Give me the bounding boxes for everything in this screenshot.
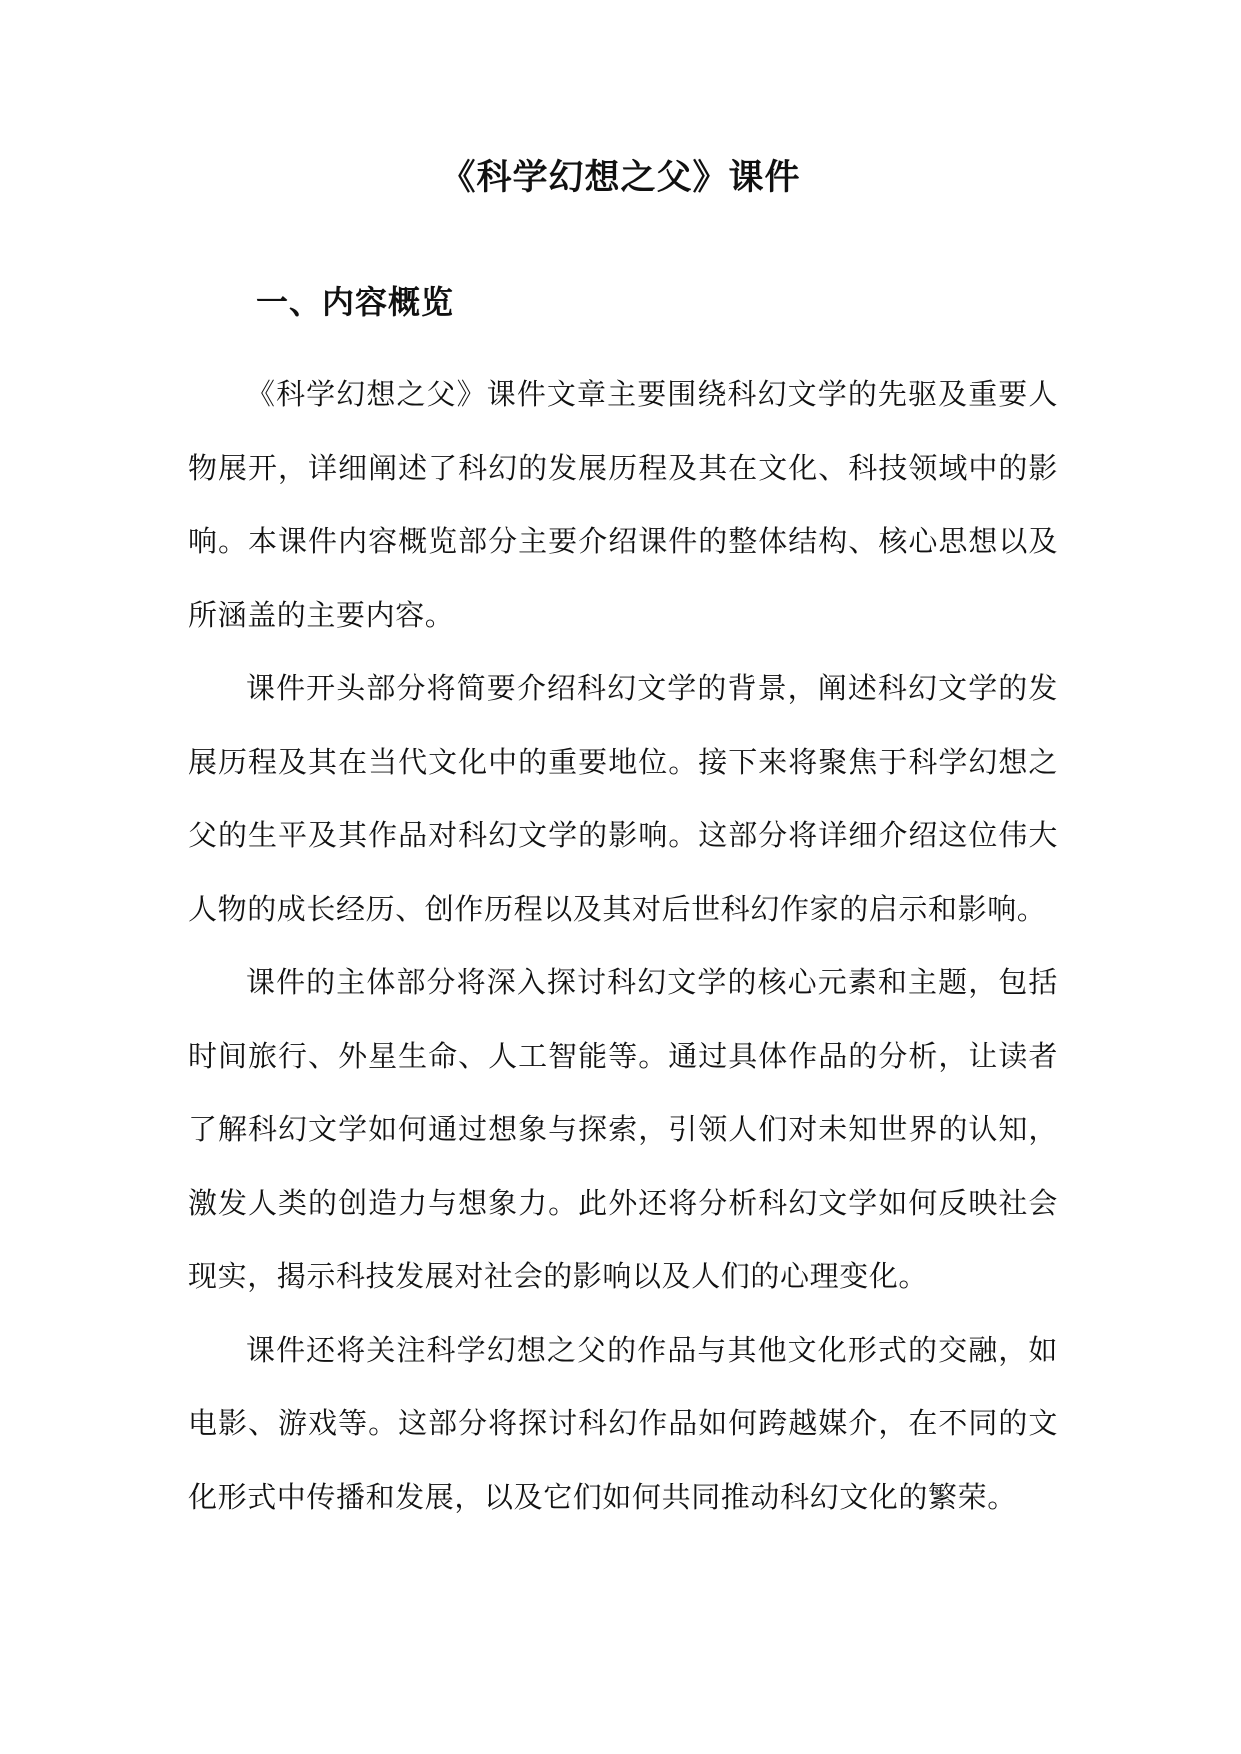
paragraph-2: 课件开头部分将简要介绍科幻文学的背景，阐述科幻文学的发展历程及其在当代文化中的重要地位。接下来将聚焦于科学幻想之父的生平及其作品对科幻文学的影响。这部分将详细介绍这位伟大人物的成长经历、创作历程以及其对后世科幻作家的启示和影响。 — [188, 671, 1058, 926]
paragraph-3: 课件的主体部分将深入探讨科幻文学的核心元素和主题，包括时间旅行、外星生命、人工智能等。通过具体作品的分析，让读者了解科幻文学如何通过想象与探索，引领人们对未知世界的认知，激发人类的创造力与想象力。此外还将分析科幻文学如何反映社会现实，揭示科技发展对社会的影响以及人们的心理变化。 — [188, 965, 1058, 1293]
paragraph-4: 课件还将关注科学幻想之父的作品与其他文化形式的交融，如电影、游戏等。这部分将探讨科幻作品如何跨越媒介，在不同的文化形式中传播和发展，以及它们如何共同推动科幻文化的繁荣。 — [188, 1332, 1058, 1514]
paragraph-1: 《科学幻想之父》课件文章主要围绕科幻文学的先驱及重要人物展开，详细阐述了科幻的发展历程及其在文化、科技领域中的影响。本课件内容概览部分主要介绍课件的整体结构、核心思想以及所涵盖的主要内容。 — [188, 377, 1058, 632]
section-heading-overview: 一、内容概览 — [256, 283, 455, 321]
document-body — [188, 358, 1058, 1534]
document-title: 《科学幻想之父》课件 — [440, 157, 801, 198]
